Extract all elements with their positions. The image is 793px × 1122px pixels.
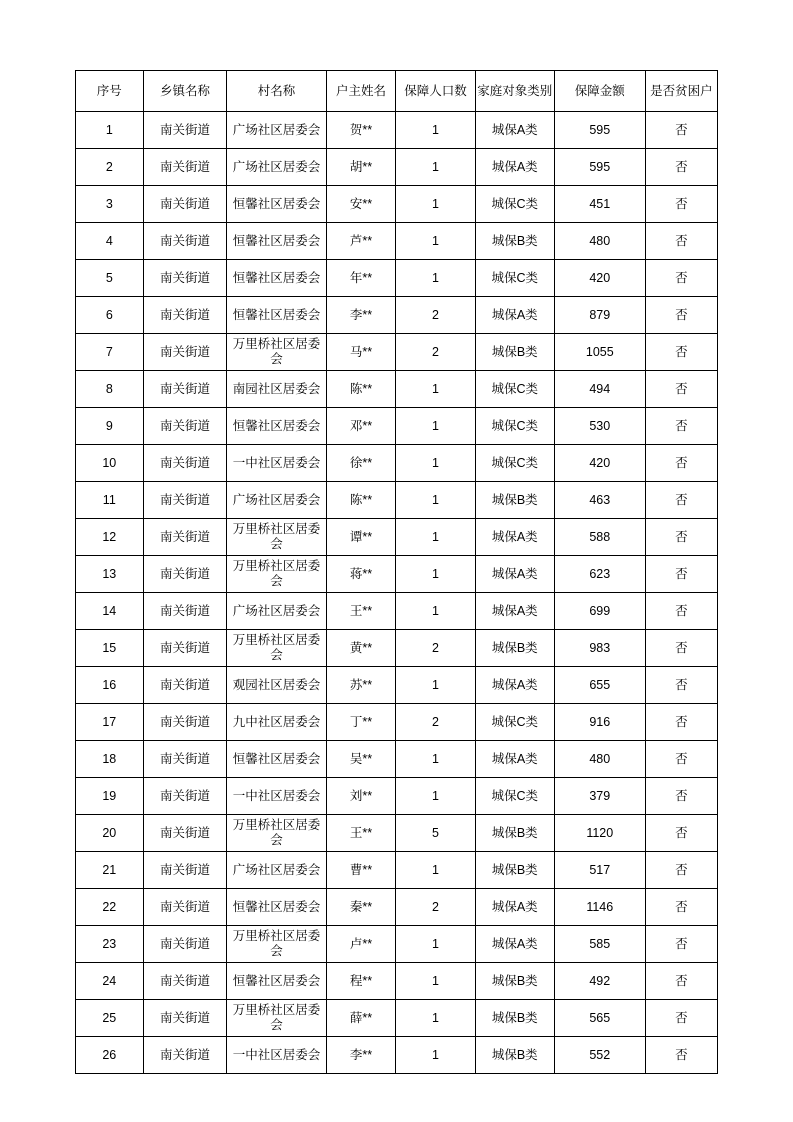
cell-sequence: 16 [76,667,144,704]
cell-people-count: 1 [396,445,475,482]
cell-people-count: 1 [396,408,475,445]
cell-family-category: 城保B类 [475,963,554,1000]
cell-poor-household: 否 [645,334,717,371]
column-header-householder: 户主姓名 [326,71,396,112]
cell-village: 恒馨社区居委会 [227,260,326,297]
cell-sequence: 12 [76,519,144,556]
cell-sequence: 9 [76,408,144,445]
cell-poor-household: 否 [645,593,717,630]
cell-people-count: 2 [396,297,475,334]
cell-amount: 420 [554,260,645,297]
table-row [76,1000,718,1037]
cell-village: 万里桥社区居委会 [227,815,326,852]
cell-township: 南关街道 [143,1037,227,1074]
cell-village: 万里桥社区居委会 [227,1000,326,1037]
cell-poor-household: 否 [645,112,717,149]
cell-township: 南关街道 [143,149,227,186]
column-header-family-category: 家庭对象类别 [475,71,554,112]
table-row [76,815,718,852]
cell-people-count: 1 [396,1037,475,1074]
cell-amount: 655 [554,667,645,704]
cell-township: 南关街道 [143,704,227,741]
cell-village: 一中社区居委会 [227,445,326,482]
cell-householder: 苏** [326,667,396,704]
cell-family-category: 城保A类 [475,741,554,778]
cell-sequence: 13 [76,556,144,593]
table-row [76,297,718,334]
cell-township: 南关街道 [143,371,227,408]
cell-poor-household: 否 [645,1000,717,1037]
cell-amount: 463 [554,482,645,519]
cell-householder: 王** [326,815,396,852]
cell-amount: 565 [554,1000,645,1037]
cell-people-count: 1 [396,852,475,889]
cell-amount: 1146 [554,889,645,926]
cell-householder: 蒋** [326,556,396,593]
table-row [76,963,718,1000]
cell-people-count: 1 [396,223,475,260]
table-row [76,704,718,741]
cell-poor-household: 否 [645,704,717,741]
cell-people-count: 1 [396,778,475,815]
cell-sequence: 3 [76,186,144,223]
cell-family-category: 城保A类 [475,667,554,704]
cell-poor-household: 否 [645,186,717,223]
table-row [76,926,718,963]
cell-people-count: 1 [396,112,475,149]
cell-sequence: 10 [76,445,144,482]
cell-amount: 552 [554,1037,645,1074]
cell-householder: 吴** [326,741,396,778]
cell-poor-household: 否 [645,223,717,260]
cell-sequence: 15 [76,630,144,667]
cell-people-count: 2 [396,630,475,667]
cell-sequence: 7 [76,334,144,371]
cell-poor-household: 否 [645,667,717,704]
cell-sequence: 4 [76,223,144,260]
table-row [76,778,718,815]
cell-family-category: 城保C类 [475,704,554,741]
cell-people-count: 2 [396,889,475,926]
cell-amount: 420 [554,445,645,482]
cell-amount: 530 [554,408,645,445]
column-header-people-count: 保障人口数 [396,71,475,112]
cell-village: 万里桥社区居委会 [227,926,326,963]
cell-householder: 谭** [326,519,396,556]
cell-village: 恒馨社区居委会 [227,963,326,1000]
cell-householder: 李** [326,297,396,334]
cell-village: 南园社区居委会 [227,371,326,408]
cell-township: 南关街道 [143,334,227,371]
cell-township: 南关街道 [143,260,227,297]
cell-family-category: 城保C类 [475,186,554,223]
subsidy-table [75,70,718,1074]
cell-householder: 黄** [326,630,396,667]
cell-householder: 贺** [326,112,396,149]
table-body [76,112,718,1074]
cell-poor-household: 否 [645,408,717,445]
table-row [76,445,718,482]
cell-poor-household: 否 [645,741,717,778]
cell-village: 观园社区居委会 [227,667,326,704]
cell-householder: 年** [326,260,396,297]
cell-householder: 胡** [326,149,396,186]
cell-poor-household: 否 [645,889,717,926]
cell-sequence: 17 [76,704,144,741]
cell-householder: 李** [326,1037,396,1074]
table-row [76,741,718,778]
cell-people-count: 1 [396,593,475,630]
cell-people-count: 2 [396,704,475,741]
cell-people-count: 1 [396,741,475,778]
cell-sequence: 8 [76,371,144,408]
cell-township: 南关街道 [143,667,227,704]
cell-poor-household: 否 [645,297,717,334]
cell-householder: 马** [326,334,396,371]
cell-village: 一中社区居委会 [227,1037,326,1074]
cell-village: 广场社区居委会 [227,112,326,149]
cell-people-count: 1 [396,519,475,556]
table-row [76,1037,718,1074]
cell-family-category: 城保C类 [475,445,554,482]
cell-poor-household: 否 [645,149,717,186]
cell-householder: 丁** [326,704,396,741]
cell-householder: 程** [326,963,396,1000]
cell-poor-household: 否 [645,519,717,556]
cell-sequence: 21 [76,852,144,889]
cell-poor-household: 否 [645,815,717,852]
cell-amount: 517 [554,852,645,889]
cell-amount: 1120 [554,815,645,852]
cell-family-category: 城保A类 [475,926,554,963]
cell-householder: 刘** [326,778,396,815]
cell-amount: 1055 [554,334,645,371]
table-row [76,630,718,667]
table-row [76,112,718,149]
cell-poor-household: 否 [645,926,717,963]
column-header-township: 乡镇名称 [143,71,227,112]
column-header-amount: 保障金额 [554,71,645,112]
cell-poor-household: 否 [645,445,717,482]
cell-family-category: 城保A类 [475,519,554,556]
cell-family-category: 城保B类 [475,852,554,889]
cell-village: 万里桥社区居委会 [227,630,326,667]
cell-township: 南关街道 [143,1000,227,1037]
table-row [76,667,718,704]
cell-amount: 595 [554,112,645,149]
cell-amount: 879 [554,297,645,334]
cell-people-count: 1 [396,963,475,1000]
cell-people-count: 1 [396,926,475,963]
cell-family-category: 城保A类 [475,889,554,926]
cell-people-count: 5 [396,815,475,852]
cell-village: 恒馨社区居委会 [227,186,326,223]
cell-people-count: 2 [396,334,475,371]
cell-sequence: 14 [76,593,144,630]
cell-township: 南关街道 [143,926,227,963]
table-row [76,519,718,556]
cell-householder: 徐** [326,445,396,482]
column-header-village: 村名称 [227,71,326,112]
table-row [76,149,718,186]
cell-poor-household: 否 [645,482,717,519]
table-row [76,593,718,630]
table-row [76,852,718,889]
cell-householder: 陈** [326,482,396,519]
cell-amount: 585 [554,926,645,963]
cell-poor-household: 否 [645,1037,717,1074]
cell-householder: 王** [326,593,396,630]
cell-sequence: 6 [76,297,144,334]
cell-township: 南关街道 [143,852,227,889]
cell-householder: 邓** [326,408,396,445]
cell-sequence: 23 [76,926,144,963]
cell-family-category: 城保B类 [475,1000,554,1037]
cell-family-category: 城保B类 [475,223,554,260]
column-header-sequence: 序号 [76,71,144,112]
cell-sequence: 26 [76,1037,144,1074]
cell-township: 南关街道 [143,556,227,593]
cell-householder: 秦** [326,889,396,926]
cell-householder: 安** [326,186,396,223]
cell-amount: 699 [554,593,645,630]
table-header [76,71,718,112]
cell-amount: 595 [554,149,645,186]
cell-people-count: 1 [396,482,475,519]
cell-amount: 623 [554,556,645,593]
cell-family-category: 城保B类 [475,482,554,519]
cell-family-category: 城保B类 [475,334,554,371]
cell-family-category: 城保C类 [475,371,554,408]
cell-family-category: 城保B类 [475,630,554,667]
cell-township: 南关街道 [143,482,227,519]
cell-township: 南关街道 [143,519,227,556]
cell-sequence: 20 [76,815,144,852]
cell-sequence: 22 [76,889,144,926]
cell-township: 南关街道 [143,963,227,1000]
cell-family-category: 城保A类 [475,112,554,149]
cell-poor-household: 否 [645,556,717,593]
table-row [76,889,718,926]
cell-people-count: 1 [396,1000,475,1037]
cell-township: 南关街道 [143,741,227,778]
cell-village: 恒馨社区居委会 [227,741,326,778]
cell-family-category: 城保C类 [475,778,554,815]
cell-township: 南关街道 [143,815,227,852]
cell-poor-household: 否 [645,963,717,1000]
table-row [76,556,718,593]
cell-amount: 983 [554,630,645,667]
table-header-row [76,71,718,112]
cell-village: 广场社区居委会 [227,149,326,186]
cell-township: 南关街道 [143,778,227,815]
cell-sequence: 1 [76,112,144,149]
cell-sequence: 24 [76,963,144,1000]
cell-township: 南关街道 [143,297,227,334]
cell-people-count: 1 [396,371,475,408]
cell-family-category: 城保C类 [475,260,554,297]
cell-village: 广场社区居委会 [227,852,326,889]
cell-township: 南关街道 [143,112,227,149]
cell-family-category: 城保A类 [475,556,554,593]
table-row [76,408,718,445]
table-row [76,186,718,223]
cell-people-count: 1 [396,186,475,223]
cell-poor-household: 否 [645,630,717,667]
column-header-poor-household: 是否贫困户 [645,71,717,112]
cell-village: 恒馨社区居委会 [227,297,326,334]
cell-amount: 916 [554,704,645,741]
cell-family-category: 城保B类 [475,1037,554,1074]
cell-family-category: 城保C类 [475,408,554,445]
cell-family-category: 城保A类 [475,593,554,630]
cell-sequence: 19 [76,778,144,815]
cell-township: 南关街道 [143,223,227,260]
cell-village: 万里桥社区居委会 [227,556,326,593]
cell-householder: 薛** [326,1000,396,1037]
cell-amount: 494 [554,371,645,408]
table-row [76,371,718,408]
cell-householder: 陈** [326,371,396,408]
table-row [76,260,718,297]
cell-amount: 379 [554,778,645,815]
cell-amount: 480 [554,223,645,260]
cell-householder: 卢** [326,926,396,963]
table-row [76,482,718,519]
cell-village: 广场社区居委会 [227,593,326,630]
cell-township: 南关街道 [143,630,227,667]
cell-amount: 492 [554,963,645,1000]
cell-sequence: 25 [76,1000,144,1037]
cell-sequence: 11 [76,482,144,519]
cell-village: 一中社区居委会 [227,778,326,815]
cell-sequence: 5 [76,260,144,297]
cell-family-category: 城保A类 [475,149,554,186]
cell-poor-household: 否 [645,371,717,408]
cell-family-category: 城保A类 [475,297,554,334]
table-row [76,334,718,371]
table-row [76,223,718,260]
cell-people-count: 1 [396,667,475,704]
cell-sequence: 18 [76,741,144,778]
cell-village: 万里桥社区居委会 [227,519,326,556]
cell-township: 南关街道 [143,889,227,926]
cell-householder: 芦** [326,223,396,260]
cell-poor-household: 否 [645,260,717,297]
cell-township: 南关街道 [143,445,227,482]
cell-village: 恒馨社区居委会 [227,223,326,260]
cell-township: 南关街道 [143,593,227,630]
cell-amount: 480 [554,741,645,778]
cell-poor-household: 否 [645,852,717,889]
cell-poor-household: 否 [645,778,717,815]
cell-village: 恒馨社区居委会 [227,408,326,445]
cell-township: 南关街道 [143,408,227,445]
cell-amount: 451 [554,186,645,223]
cell-family-category: 城保B类 [475,815,554,852]
cell-people-count: 1 [396,149,475,186]
cell-village: 万里桥社区居委会 [227,334,326,371]
cell-village: 广场社区居委会 [227,482,326,519]
cell-township: 南关街道 [143,186,227,223]
cell-village: 九中社区居委会 [227,704,326,741]
cell-people-count: 1 [396,260,475,297]
cell-amount: 588 [554,519,645,556]
cell-village: 恒馨社区居委会 [227,889,326,926]
cell-householder: 曹** [326,852,396,889]
cell-sequence: 2 [76,149,144,186]
cell-people-count: 1 [396,556,475,593]
